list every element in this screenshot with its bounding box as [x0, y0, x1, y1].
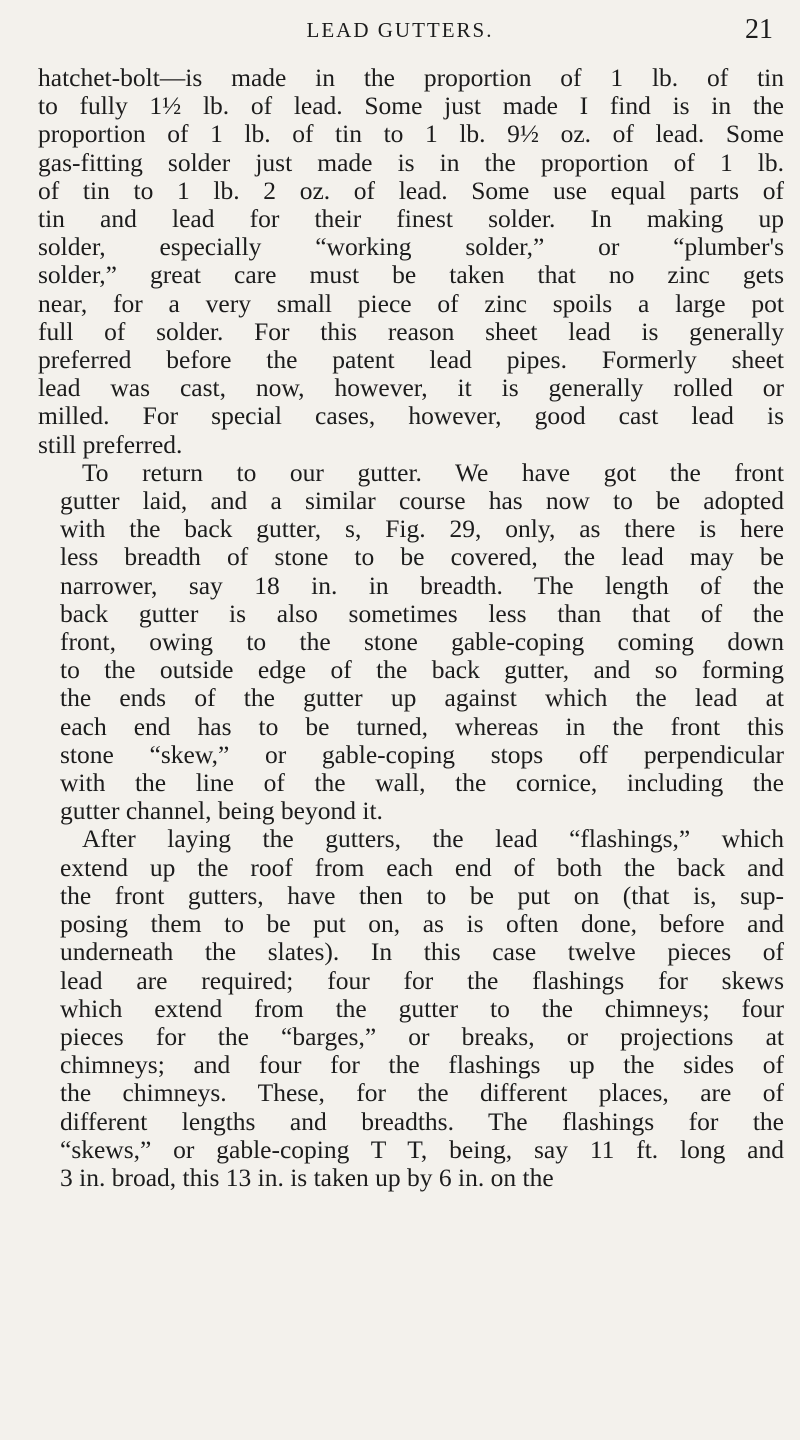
text-line: gutter laid, and a similar course has now to be adopted	[60, 486, 784, 516]
text-line: to fully 1½ lb. of lead. Some just made I find is in the	[38, 91, 784, 121]
paragraph	[38, 459, 784, 826]
text-line: each end has to be turned, whereas in the front this	[60, 711, 784, 741]
text-line: narrower, say 18 in. in breadth. The length of the	[60, 570, 784, 600]
text-line: proportion of 1 lb. of tin to 1 lb. 9½ oz. of lead. Some	[38, 119, 784, 149]
text-line: gutter channel, being beyond it.	[60, 796, 383, 826]
text-line: preferred before the patent lead pipes. Formerly sheet	[38, 345, 784, 375]
page-number: 21	[745, 14, 773, 45]
text-line: to the outside edge of the back gutter, and so forming	[60, 655, 784, 685]
text-line: back gutter is also sometimes less than that of the	[60, 598, 784, 628]
text-line: which extend from the gutter to the chimneys; four	[60, 993, 784, 1023]
text-line: milled. For special cases, however, good cast lead is	[38, 401, 784, 431]
text-line: full of solder. For this reason sheet lead is generally	[38, 316, 784, 346]
text-line: the chimneys. These, for the different places, are of	[60, 1078, 784, 1108]
text-line: lead are required; four for the flashings for skews	[60, 965, 784, 995]
text-line: lead was cast, now, however, it is generally rolled or	[38, 373, 784, 403]
text-line: pieces for the “barges,” or breaks, or projections at	[60, 1021, 784, 1051]
text-line: different lengths and breadths. The flashings for the	[60, 1106, 784, 1136]
page-header	[0, 0, 800, 70]
text-line: To return to our gutter. We have got the front	[82, 457, 784, 487]
text-line: stone “skew,” or gable-coping stops off perpendicular	[60, 739, 784, 769]
text-line: gas-fitting solder just made is in the proportion of 1 lb.	[38, 147, 784, 177]
text-line: the ends of the gutter up against which the lead at	[60, 683, 784, 713]
text-line: 3 in. broad, this 13 in. is taken up by 6 in. on the	[60, 1162, 554, 1192]
text-line: solder, especially “working solder,” or “plumber's	[38, 232, 784, 262]
text-line: with the line of the wall, the cornice, including the	[60, 768, 784, 798]
text-line: extend up the roof from each end of both the back and	[60, 852, 784, 882]
text-line: posing them to be put on, as is often done, before and	[60, 909, 784, 939]
text-line: solder,” great care must be taken that no zinc gets	[38, 260, 784, 290]
text-line: tin and lead for their finest solder. In making up	[38, 204, 784, 234]
paragraph	[38, 825, 784, 1192]
body-text	[38, 64, 784, 1192]
text-line: After laying the gutters, the lead “flashings,” which	[82, 824, 784, 854]
text-line: the front gutters, have then to be put on (that is, sup-	[60, 880, 784, 910]
text-line: near, for a very small piece of zinc spoils a large pot	[38, 288, 784, 318]
paragraph	[38, 64, 784, 459]
text-line: “skews,” or gable-coping T T, being, say 11 ft. long and	[60, 1134, 784, 1164]
text-line: underneath the slates). In this case twelve pieces of	[60, 937, 784, 967]
text-line: front, owing to the stone gable-coping coming down	[60, 627, 784, 657]
text-line: chimneys; and four for the flashings up the sides of	[60, 1050, 784, 1080]
running-head: LEAD GUTTERS.	[306, 18, 494, 42]
text-line: of tin to 1 lb. 2 oz. of lead. Some use equal parts of	[38, 175, 784, 205]
text-line: with the back gutter, s, Fig. 29, only, as there is here	[60, 514, 784, 544]
text-line: less breadth of stone to be covered, the lead may be	[60, 542, 784, 572]
text-line: hatchet-bolt—is made in the proportion of 1 lb. of tin	[38, 63, 784, 92]
text-line: still preferred.	[38, 429, 183, 459]
